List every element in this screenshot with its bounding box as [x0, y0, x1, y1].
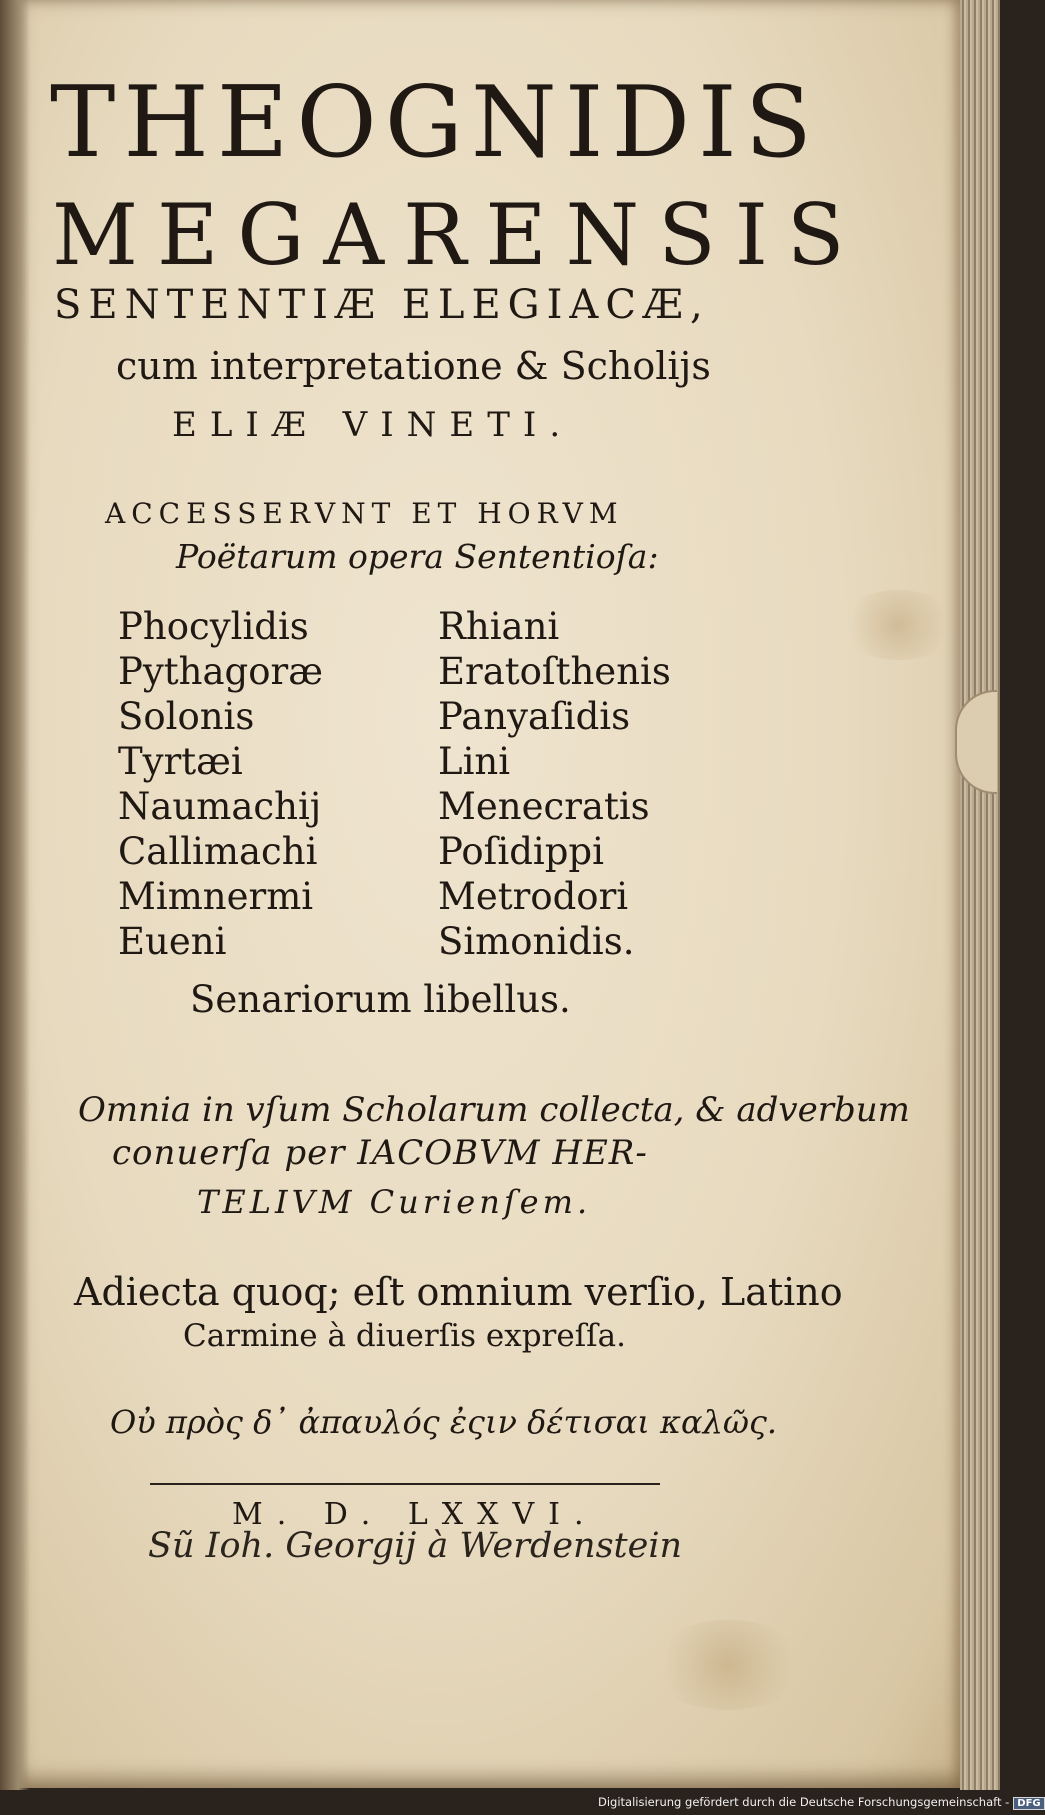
poet-name: Callimachi: [118, 830, 318, 873]
paper-stain: [838, 590, 958, 660]
poet-name: Solonis: [118, 695, 255, 738]
poet-name: Naumachij: [118, 785, 322, 828]
poet-name: Rhiani: [438, 605, 560, 648]
poet-name: Menecratis: [438, 785, 650, 828]
adiecta-line-2: Carmine à diuerſis expreſſa.: [183, 1318, 626, 1354]
senariorum-line: Senariorum libellus.: [190, 978, 571, 1021]
poet-name: Eratoſthenis: [438, 650, 671, 693]
imprint-date: M. D. LXXVI.: [232, 1497, 598, 1532]
omnia-line-2: conuerſa per IACOBVM HER-: [112, 1133, 648, 1173]
title-line-2: MEGARENSIS: [52, 186, 864, 284]
accesserunt-subheading: Poëtarum opera Sententioſa:: [176, 537, 659, 576]
poet-name: Eueni: [118, 920, 227, 963]
omnia-line-1: Omnia in vſum Scholarum collecta, & adverbum: [78, 1090, 910, 1130]
footer-credit: Digitalisierung gefördert durch die Deutsche Forschungsgemeinschaft -: [598, 1795, 1010, 1809]
digitization-footer: [598, 1795, 1045, 1810]
handwritten-ownership-note: Sũ Ioh. Georgij à Werdenstein: [148, 1526, 683, 1566]
accesserunt-heading: ACCESSERVNT ET HORVM: [105, 497, 624, 530]
poet-name: Mimnermi: [118, 875, 314, 918]
greek-motto: Οὐ πρὸς δ᾿ ἀπαυλός ἐςιν δέτισαι καλῶς.: [110, 1403, 778, 1441]
title-line-5: ELIÆ VINETI.: [172, 405, 574, 445]
poet-name: Metrodori: [438, 875, 629, 918]
title-line-4: cum interpretatione & Scholijs: [116, 344, 711, 388]
poets-right-column: [438, 604, 671, 964]
adiecta-line-1: Adiecta quoq; eſt omnium verſio, Latino: [74, 1270, 843, 1314]
poet-name: Poſidippi: [438, 830, 604, 873]
dfg-logo: DFG: [1013, 1797, 1044, 1810]
poet-name: Simonidis.: [438, 920, 635, 963]
poet-name: Panyaſidis: [438, 695, 631, 738]
poet-name: Pythagoræ: [118, 650, 323, 693]
page-edges: [960, 0, 1000, 1790]
binding-shadow: [0, 0, 30, 1790]
poet-name: Phocylidis: [118, 605, 309, 648]
imprint-rule: [150, 1483, 660, 1485]
paper-stain: [648, 1620, 808, 1710]
poet-name: Tyrtæi: [118, 740, 243, 783]
title-line-3: SENTENTIÆ ELEGIACÆ,: [54, 282, 710, 328]
poet-name: Lini: [438, 740, 511, 783]
poets-left-column: [118, 604, 323, 964]
omnia-line-3: TELIVM Curienſem.: [197, 1183, 592, 1221]
title-line-1: THEOGNIDIS: [50, 66, 820, 180]
